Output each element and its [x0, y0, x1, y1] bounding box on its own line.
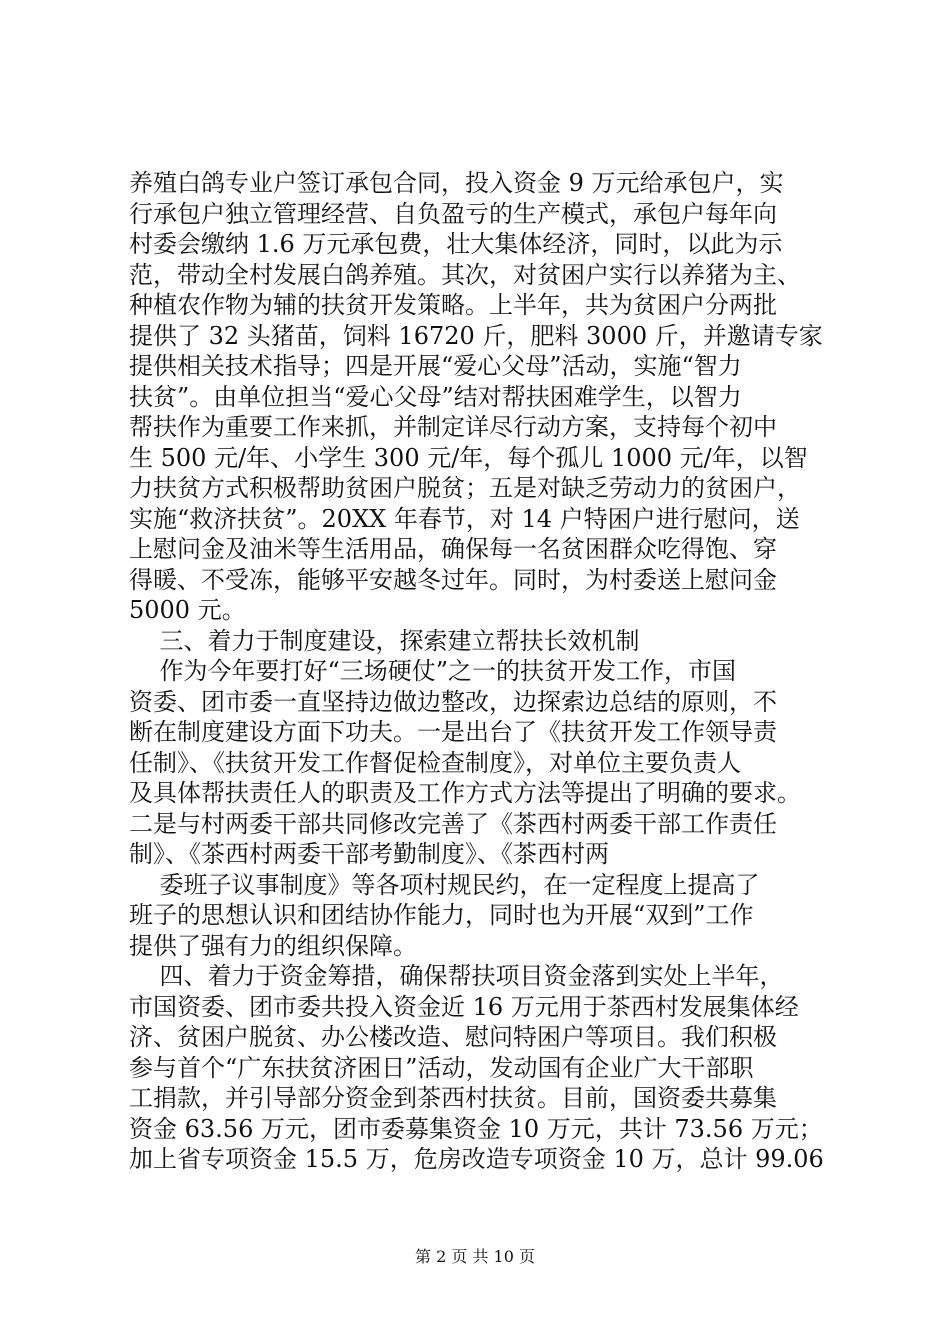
- text-line: 断在制度建设方面下功夫。一是出台了《扶贫开发工作领导责: [129, 718, 777, 746]
- text-line: 及具体帮扶责任人的职责及工作方式方法等提出了明确的要求。: [129, 779, 801, 807]
- text-line: 得暖、不受冻，能够平安越冬过年。同时，为村委送上慰问金: [129, 565, 777, 594]
- text-line: 参与首个“广东扶贫济困日”活动，发动国有企业广大干部职: [129, 1053, 754, 1082]
- text-line: 种植农作物为辅的扶贫开发策略。上半年，共为贫困户分两批: [129, 291, 777, 319]
- text-line: 委班子议事制度》等各项村规民约，在一定程度上提高了: [129, 870, 760, 899]
- text-line: 提供了强有力的组织保障。: [129, 931, 417, 960]
- text-line: 力扶贫方式积极帮助贫困户脱贫；五是对缺乏劳动力的贫困户，: [129, 474, 801, 502]
- text-line: 二是与村两委干部共同修改完善了《茶西村两委干部工作责任: [129, 809, 777, 838]
- text-line: 帮扶作为重要工作来抓，并制定详尽行动方案，支持每个初中: [129, 413, 777, 441]
- text-line: 提供了 32 头猪苗，饲料 16720 斤，肥料 3000 斤，并邀请专家: [129, 321, 823, 350]
- text-line: 范，带动全村发展白鸽养殖。其次，对贫困户实行以养猪为主、: [129, 260, 801, 289]
- text-line: 5000 元。: [129, 596, 246, 624]
- text-line: 上慰问金及油米等生活用品，确保每一名贫困群众吃得饱、穿: [129, 535, 777, 563]
- text-line: 资委、团市委一直坚持边做边整改，边探索边总结的原则，不: [129, 687, 777, 716]
- text-line: 养殖白鸽专业户签订承包合同，投入资金 9 万元给承包户，实: [129, 169, 784, 197]
- text-line: 实施“救济扶贫”。20XX 年春节，对 14 户特困户进行慰问，送: [129, 504, 800, 533]
- text-line: 资金 63.56 万元，团市委募集资金 10 万元，共计 73.56 万元；: [129, 1114, 823, 1143]
- text-line: 市国资委、团市委共投入资金近 16 万元用于茶西村发展集体经: [129, 992, 799, 1021]
- text-line: 村委会缴纳 1.6 万元承包费，壮大集体经济，同时，以此为示: [129, 230, 783, 258]
- text-line: 作为今年要打好“三场硬仗”之一的扶贫开发工作，市国: [129, 657, 737, 685]
- text-line: 生 500 元/年、小学生 300 元/年，每个孤儿 1000 元/年，以智: [129, 443, 808, 472]
- text-line: 行承包户独立管理经营、自负盈亏的生产模式，承包户每年向: [129, 199, 777, 228]
- text-line: 任制》、《扶贫开发工作督促检查制度》，对单位主要负责人: [129, 748, 741, 777]
- page-footer: 第 2 页 共 10 页: [415, 1247, 535, 1266]
- text-line: 四、着力于资金筹措，确保帮扶项目资金落到实处上半年，: [129, 962, 784, 990]
- text-line: 济、贫困户脱贫、办公楼改造、慰问特困户等项目。我们积极: [129, 1023, 777, 1051]
- text-line: 班子的思想认识和团结协作能力，同时也为开展“双到”工作: [129, 901, 754, 929]
- text-line: 三、着力于制度建设，探索建立帮扶长效机制: [129, 626, 640, 655]
- text-line: 加上省专项资金 15.5 万，危房改造专项资金 10 万，总计 99.06: [129, 1145, 824, 1173]
- text-line: 工捐款，并引导部分资金到茶西村扶贫。目前，国资委共募集: [129, 1084, 777, 1112]
- text-line: 制》、《茶西村两委干部考勤制度》、《茶西村两: [129, 840, 609, 868]
- text-line: 扶贫”。由单位担当“爱心父母”结对帮扶困难学生，以智力: [129, 382, 742, 411]
- body-text: [129, 168, 829, 1175]
- text-line: 提供相关技术指导；四是开展“爱心父母”活动，实施“智力: [129, 352, 742, 380]
